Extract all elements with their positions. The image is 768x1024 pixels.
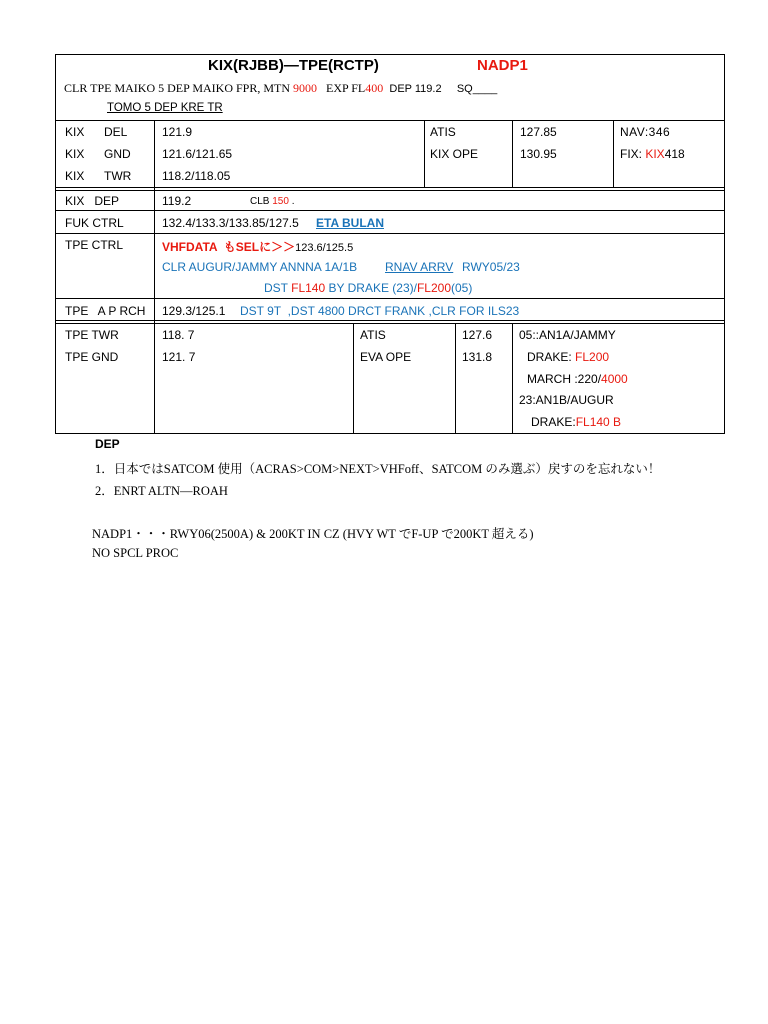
nadp-note: NADP1・・・RWY06(2500A) & 200KT IN CZ (HVY WT でF-UP で200KT 超える)	[92, 527, 534, 541]
tpe-aprch-label: TPE A P RCH	[65, 304, 146, 318]
proc-note: NO SPCL PROC	[92, 546, 179, 560]
row-divider	[55, 323, 725, 324]
rnav-arrv: RNAV ARRV	[385, 260, 454, 274]
clb-label: CLB	[250, 196, 273, 207]
dep-heading: DEP	[95, 437, 120, 451]
fix-red: KIX	[645, 147, 665, 161]
clearance-text: CLR TPE MAIKO 5 DEP MAIKO FPR, MTN	[64, 81, 294, 95]
tpe-atis-label: ATIS	[360, 328, 386, 342]
fix-num: 418	[664, 147, 685, 161]
exp-label: EXP FL	[317, 81, 366, 95]
march-val: 4000	[601, 372, 628, 386]
tpe-atis-freq: 127.6	[462, 328, 493, 342]
row-divider	[55, 298, 725, 299]
rwy-text: RWY05/23	[462, 260, 520, 274]
kix-del-station: KIX	[65, 125, 85, 139]
tpe-ctrl-freq: 123.6/125.5	[295, 242, 354, 254]
tpe-twr-freq: 118. 7	[162, 328, 195, 342]
tpe-aprch-instr: DST 9T ,DST 4800 DRCT FRANK ,CLR FOR ILS23	[240, 304, 520, 318]
drake2-label: DRAKE:	[531, 415, 576, 429]
kix-gnd-unit: GND	[104, 147, 131, 161]
dst-line	[264, 281, 472, 295]
kix-gnd-freq: 121.6/121.65	[162, 147, 233, 161]
alt-sid: TOMO 5 DEP KRE TR	[107, 102, 223, 114]
tpe-twr-label: TPE TWR	[65, 328, 119, 342]
col-divider	[512, 120, 513, 187]
tpe-ctrl-label: TPE CTRL	[65, 238, 124, 252]
kix-gnd-station: KIX	[65, 147, 85, 161]
fix-label	[620, 147, 685, 161]
arr-23: 23:AN1B/AUGUR	[519, 393, 614, 407]
row-divider	[55, 190, 725, 191]
fuk-ctrl-label: FUK CTRL	[65, 216, 124, 230]
march-line	[527, 372, 628, 386]
dst-end: (05)	[451, 281, 473, 295]
eva-ope-freq: 131.8	[462, 350, 493, 364]
dst-fl2: FL200	[416, 281, 451, 295]
arr-05: 05::AN1A/JAMMY	[519, 328, 616, 342]
dep-freq-text: DEP 119.2 SQ____	[383, 83, 498, 95]
row-divider	[55, 320, 725, 321]
exp-value: 400	[365, 81, 384, 95]
clearance-line	[64, 81, 497, 96]
nav-label: NAV:346	[620, 125, 671, 139]
col-divider	[512, 323, 513, 434]
col-divider	[455, 323, 456, 434]
note-item-2: 2．ENRT ALTN—ROAH	[95, 484, 228, 498]
mtn-value: 9000	[293, 81, 318, 95]
march-label: MARCH :220/	[527, 372, 602, 386]
tpe-gnd-freq: 121. 7	[162, 350, 196, 364]
row-divider	[55, 210, 725, 211]
row-divider	[55, 233, 725, 234]
eva-ope-label: EVA OPE	[360, 350, 412, 364]
col-divider	[613, 120, 614, 187]
kix-dep-freq: 119.2	[162, 194, 192, 208]
drake-label: DRAKE:	[527, 350, 576, 364]
drake-line	[527, 350, 609, 364]
vhf-note: VHFDATA もSELに＞＞	[162, 240, 296, 254]
clb-value: 150	[272, 196, 289, 207]
tpe-ctrl-line1	[162, 238, 353, 255]
fix-prefix: FIX:	[620, 147, 646, 161]
kix-dep-clb	[250, 196, 294, 207]
col-divider	[154, 120, 155, 434]
clb-suffix: .	[288, 196, 295, 207]
dst-mid: BY DRAKE (23)/	[325, 281, 417, 295]
eta-bulan: ETA BULAN	[316, 216, 384, 230]
drake2-val: FL140 B	[575, 415, 622, 429]
kix-ope-label: KIX OPE	[430, 147, 479, 161]
drake-fl: FL200	[575, 350, 610, 364]
col-divider	[353, 323, 354, 434]
row-divider	[55, 187, 725, 188]
tpe-ctrl-clr: CLR AUGUR/JAMMY ANNNA 1A/1B	[162, 260, 358, 274]
drake2-line	[531, 415, 621, 429]
dst-fl: FL140	[291, 281, 326, 295]
note-item-1: 1．日本ではSATCOM 使用（ACRAS>COM>NEXT>VHFoff、SATCOM のみ選ぶ）戻すのを忘れない！	[95, 462, 661, 476]
col-divider	[424, 120, 425, 187]
row-divider	[55, 120, 725, 121]
kix-del-unit: DEL	[104, 125, 128, 139]
kix-dep-label: KIX DEP	[65, 194, 120, 208]
nadp-title: NADP1	[477, 57, 528, 74]
dst-prefix: DST	[264, 281, 292, 295]
fuk-ctrl-freq: 132.4/133.3/133.85/127.5	[162, 216, 299, 230]
tpe-aprch-freq: 129.3/125.1	[162, 304, 226, 318]
route-title: KIX(RJBB)—TPE(RCTP)	[208, 57, 379, 74]
kix-atis-label: ATIS	[430, 125, 456, 139]
tpe-gnd-label: TPE GND	[65, 350, 119, 364]
kix-twr-freq: 118.2/118.05	[162, 169, 231, 183]
kix-del-freq: 121.9	[162, 125, 193, 139]
kix-ope-freq: 130.95	[520, 147, 557, 161]
kix-atis-freq: 127.85	[520, 125, 557, 139]
kix-twr-unit: TWR	[104, 169, 132, 183]
kix-twr-station: KIX	[65, 169, 85, 183]
